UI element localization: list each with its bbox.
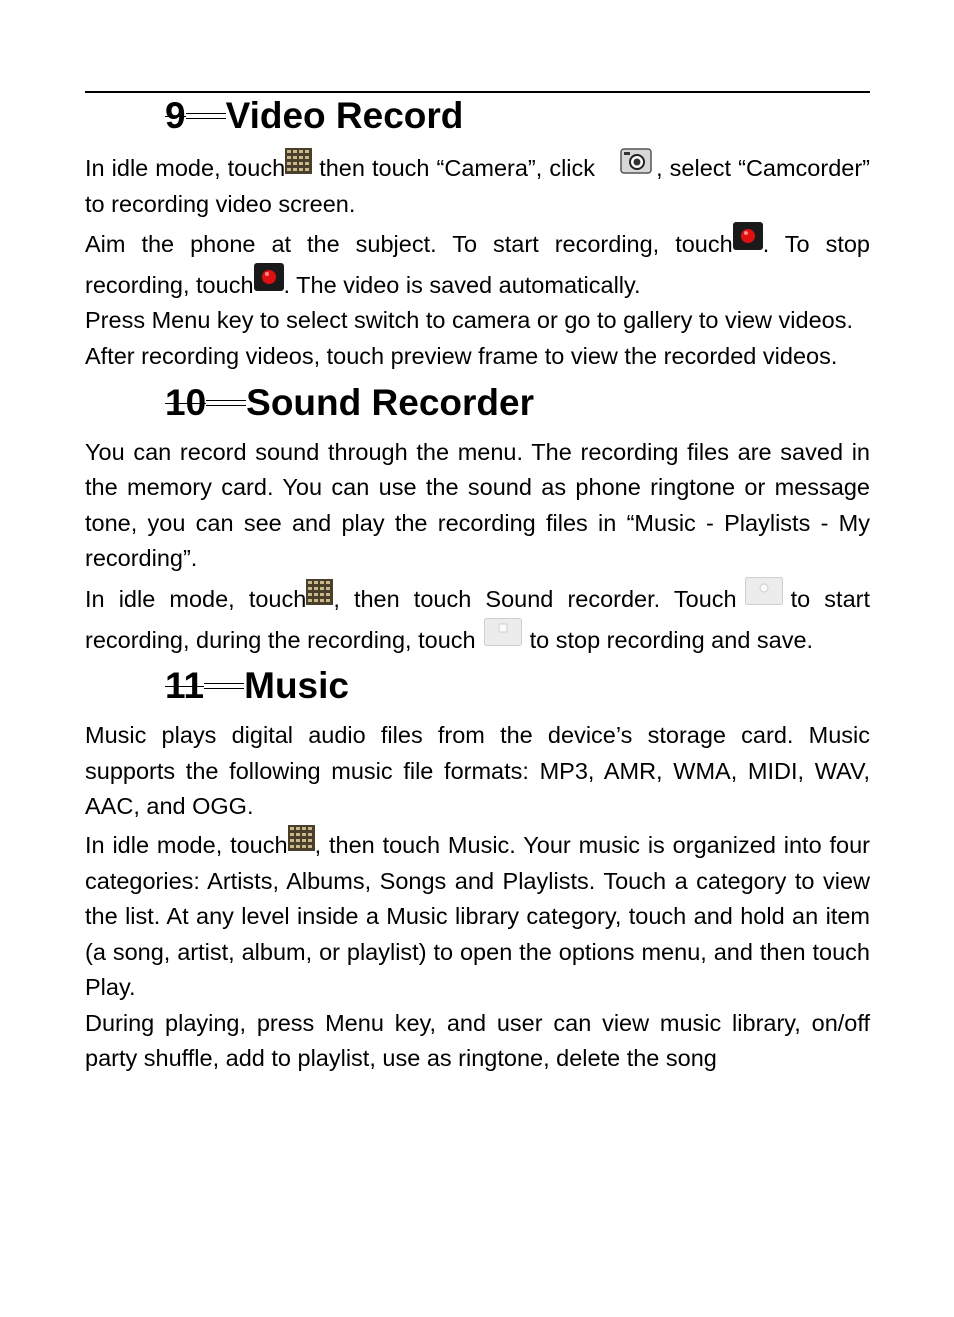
text-span: , then touch Sound recorder. Touch xyxy=(333,585,737,612)
text-span: . To stop recording, touch xyxy=(85,231,870,298)
heading-divider xyxy=(186,113,226,119)
section-number: 9 xyxy=(165,95,186,136)
text-span: In idle mode, touch xyxy=(85,585,307,612)
sound-record-stop-icon xyxy=(484,618,522,646)
text-span: to start recording, during the recording, touch xyxy=(85,585,870,653)
paragraph: After recording videos, touch preview frame to view the recorded videos. xyxy=(85,342,838,369)
text-span: In idle mode, touch xyxy=(85,831,288,858)
text-span: , then touch Music. Your music is organized into four categories: Artists, Albums, Songs and Playlists. Touch a category to view the list. At any level inside a Music library category, touch and hold an item (a song, artist, album, or playlist) to open the options menu, and then touch Play. xyxy=(85,831,870,1001)
heading-divider xyxy=(204,683,244,689)
record-icon xyxy=(254,263,284,291)
paragraph: You can record sound through the menu. The recording files are saved in the memory card. You can use the sound as phone ringtone or message tone, you can see and play the recording files in “Music - Playlists - My recording”. xyxy=(85,438,870,572)
section-title: Sound Recorder xyxy=(246,381,534,423)
text-span: then touch “Camera”, click xyxy=(312,155,603,181)
section-heading-video-record xyxy=(165,94,870,138)
record-icon xyxy=(733,222,763,250)
text-span: . The video is saved automatically. xyxy=(283,271,641,298)
paragraph: Music plays digital audio files from the device’s storage card. Music supports the following music file formats: MP3, AMR, WMA, MIDI, WAV, AAC, and OGG. xyxy=(85,722,870,820)
camera-icon xyxy=(620,148,652,174)
app-grid-icon xyxy=(306,579,333,605)
section-title: Video Record xyxy=(225,95,464,136)
top-rule xyxy=(85,91,870,93)
section-number: 10 xyxy=(165,381,207,423)
text-span: Aim the phone at the subject. To start recording, touch xyxy=(85,231,733,258)
section-heading-music xyxy=(165,664,870,708)
text-span: In idle mode, touch xyxy=(85,155,286,181)
heading-divider xyxy=(206,400,246,406)
paragraph xyxy=(85,148,870,222)
paragraph: During playing, press Menu key, and user can view music library, on/off party shuffle, add to playlist, use as ringtone, delete the song xyxy=(85,1009,870,1072)
paragraph: Press Menu key to select switch to camera or go to gallery to view videos. xyxy=(85,307,853,334)
text-span: , select “Camcorder” to recording video screen. xyxy=(85,155,870,217)
paragraph xyxy=(85,825,870,1006)
paragraph xyxy=(85,222,870,303)
app-grid-icon xyxy=(285,148,312,174)
sound-record-start-icon xyxy=(745,577,783,605)
text-span: to stop recording and save. xyxy=(529,626,814,653)
section-title: Music xyxy=(244,665,349,707)
paragraph xyxy=(85,577,870,658)
section-number: 11 xyxy=(165,665,205,707)
page-content xyxy=(85,94,870,1077)
app-grid-icon xyxy=(288,825,315,851)
section-heading-sound-recorder xyxy=(165,381,870,425)
